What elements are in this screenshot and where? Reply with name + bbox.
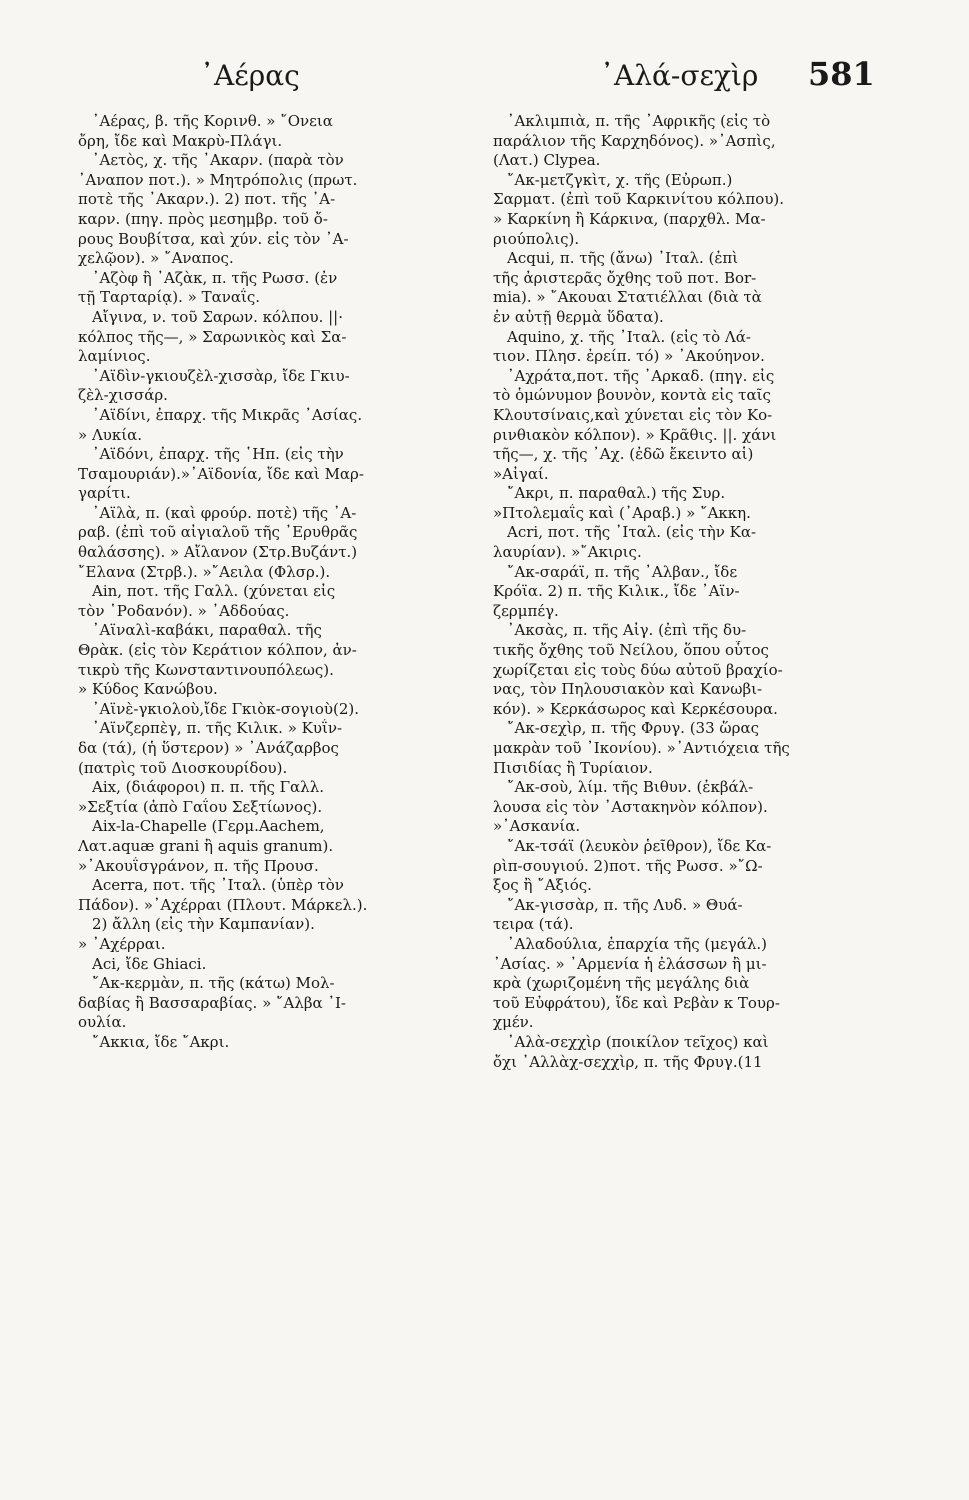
text-line: δα (τά), (ἡ ὕστερον) » ᾿Ανάζαρβος [78, 739, 339, 757]
text-line: ῎Ακ-κερμὰν, π. τῆς (κάτω) Μολ- [92, 974, 335, 993]
text-line: (πατρὶς τοῦ Διοσκουρίδου). [78, 758, 288, 777]
text-line: Aci, ἴδε Ghiaci. [92, 954, 207, 973]
text-line: ρὶπ-σουγιού. 2)ποτ. τῆς Ρωσσ. »῎Ω- [493, 856, 763, 875]
text-line: τῆς—, χ. τῆς ᾿Αχ. (ἐδῶ ἔκειντο αἱ) [493, 445, 754, 464]
text-line: ᾿Αϊδίνι, ἐπαρχ. τῆς Μικρᾶς ᾿Ασίας. [92, 405, 363, 424]
text-line: »᾿Ακουΐσγράνον, π. τῆς Προυσ. [78, 856, 319, 875]
text-line: τικρὺ τῆς Κωνσταντινουπόλεως). [78, 660, 334, 679]
text-line: mia). » ῎Ακουαι Στατιέλλαι (διὰ τὰ [493, 288, 762, 307]
text-line: ᾿Αλαδούλια, ἐπαρχία τῆς (μεγάλ.) [507, 934, 767, 953]
page-header [0, 55, 969, 105]
text-line: ὄρη, ἴδε καὶ Μακρὺ-Πλάγι. [78, 131, 283, 150]
text-line: ποτὲ τῆς ᾿Ακαρν.). 2) ποτ. τῆς ᾿Α- [78, 190, 336, 209]
text-line: ῎Ακ-σοὺ, λίμ. τῆς Βιθυν. (ἐκβάλ- [507, 778, 754, 797]
text-line: Acri, ποτ. τῆς ᾿Ιταλ. (εἰς τὴν Κα- [507, 523, 757, 542]
text-line: ᾿Αϊναλὶ-καβάκι, παραθαλ. τῆς [92, 621, 322, 640]
text-line: τὸ ὁμώνυμον βουνὸν, κοντὰ εἰς ταῖς [493, 386, 771, 405]
text-line: ᾿Ακσὰς, π. τῆς Αἰγ. (ἐπὶ τῆς δυ- [507, 621, 747, 640]
text-line: Κλουτσίναις,καὶ χύνεται εἰς τὸν Κο- [493, 405, 773, 424]
text-line: τοῦ Εὐφράτου), ἴδε καὶ Ρεβὰν κ Τουρ- [493, 993, 780, 1012]
left-column [78, 112, 473, 1053]
text-line: Aix-la-Chapelle (Γερμ.Aachem, [92, 817, 325, 836]
text-line: Ain, ποτ. τῆς Γαλλ. (χύνεται εἰς [92, 582, 336, 601]
text-line: θαλάσσης). » Αἴλανον (Στρ.Βυζάντ.) [78, 543, 358, 562]
text-line: Πισιδίας ἢ Τυρίαιον. [493, 758, 653, 777]
text-line: »᾿Ασκανία. [493, 817, 581, 836]
text-line: ῎Ακ-σεχὶρ, π. τῆς Φρυγ. (33 ὥρας [507, 719, 759, 738]
text-line: ᾿Αζὸφ ἢ ᾿Αζὰκ, π. τῆς Ρωσσ. (ἐν [92, 268, 338, 287]
text-line: λαμίνιος. [78, 347, 151, 366]
text-line: κόλπος τῆς—, » Σαρωνικὸς καὶ Σα- [78, 327, 347, 346]
text-line: τὸν ῾Ροδανόν). » ᾿Αδδούας. [78, 601, 290, 620]
text-line: Τσαμουριάν).»᾿Αϊδονία, ἴδε καὶ Μαρ- [78, 464, 364, 483]
text-line: ξος ἢ ῎Αξιός. [493, 876, 592, 895]
text-line: »Αἰγαί. [493, 464, 549, 483]
text-line: τικῆς ὄχθης τοῦ Νείλου, ὅπου οὗτος [493, 641, 769, 660]
text-line: Acerra, ποτ. τῆς ᾿Ιταλ. (ὑπὲρ τὸν [92, 876, 344, 895]
text-line: ζερμπέγ. [493, 601, 559, 620]
text-line: παράλιον τῆς Καρχηδόνος). »᾿Ασπὶς, [493, 131, 776, 150]
text-line: μακρὰν τοῦ ᾿Ικονίου). »᾿Αντιόχεια τῆς [493, 739, 790, 757]
text-line: Aix, (διάφοροι) π. π. τῆς Γαλλ. [92, 778, 324, 797]
text-line: ᾿Αϊδόνι, ἐπαρχ. τῆς ῾Ηπ. (εἰς τὴν [92, 445, 344, 464]
text-line: ᾿Αϊνζερπὲγ, π. τῆς Κιλικ. » Κυΐν- [92, 719, 343, 738]
text-line: Σαρματ. (ἐπὶ τοῦ Καρκινίτου κόλπου). [493, 190, 785, 209]
text-line: ᾿Αϊνὲ-γκιολοὺ,ἴδε Γκιὸκ-σογιοὺ(2). [92, 699, 359, 718]
text-line: 2) ἄλλη (εἰς τὴν Καμπανίαν). [92, 915, 315, 934]
text-line: τιον. Πλησ. ἐρείπ. τό) » ᾿Ακούηνον. [493, 347, 765, 366]
text-line: τῆς ἀριστερᾶς ὄχθης τοῦ ποτ. Bor- [493, 268, 757, 287]
text-line: ραβ. (ἐπὶ τοῦ αἰγιαλοῦ τῆς ᾿Ερυθρᾶς [78, 523, 358, 542]
text-line: ζὲλ-χισσάρ. [78, 386, 168, 405]
text-line: ᾿Αλὰ-σεχχὶρ (ποικίλον τεῖχος) καὶ [507, 1032, 769, 1051]
text-line: ῎Ακρι, π. παραθαλ.) τῆς Συρ. [507, 484, 726, 503]
text-line: δαβίας ἢ Βασσαραβίας. » ῎Αλβα ᾿Ι- [78, 993, 346, 1012]
text-line: ᾿Αϊλὰ, π. (καὶ φρούρ. ποτὲ) τῆς ᾿Α- [92, 503, 357, 522]
text-line: λουσα εἰς τὸν ᾿Αστακηνὸν κόλπον). [493, 797, 768, 816]
text-line: ριούπολις). [493, 229, 580, 248]
text-line: ῎Ακ-μετζγκὶτ, χ. τῆς (Εὐρωπ.) [507, 170, 733, 189]
text-line: » ᾿Αχέρραι. [78, 934, 166, 953]
text-line: χελῷον). » ῎Αναπος. [78, 249, 234, 268]
text-line: ᾿Αέρας, β. τῆς Κορινθ. » ῎Ονεια [92, 112, 333, 130]
text-line: ᾿Αϊδὶν-γκιουζὲλ-χισσὰρ, ἴδε Γκιυ- [92, 366, 350, 385]
page-number: 581 [808, 55, 875, 93]
text-line: λαυρίαν). »῎Ακιρις. [493, 543, 642, 562]
text-line: ὄχι ᾿Αλλὰχ-σεχχὶρ, π. τῆς Φρυγ.(11 [493, 1052, 763, 1071]
text-line: ῎Ακ-τσάϊ (λευκὸν ῥεῖθρον), ἴδε Κα- [507, 836, 772, 855]
text-line: ῎Ακ-σαράϊ, π. τῆς ᾿Αλβαν., ἴδε [507, 562, 738, 581]
header-left-catchword: ᾿Αέρας [200, 59, 300, 92]
text-line: Κρόϊα. 2) π. τῆς Κιλικ., ἴδε ᾿Αϊν- [493, 582, 740, 601]
text-line: νας, τὸν Πηλουσιακὸν καὶ Κανωβι- [493, 680, 763, 699]
text-line: ουλία. [78, 1013, 127, 1032]
text-line: » Λυκία. [78, 425, 143, 444]
text-line: Πάδον). »᾿Αχέρραι (Πλουτ. Μάρκελ.). [78, 895, 368, 914]
text-line: ᾿Ακλιμπιὰ, π. τῆς ᾿Αφρικῆς (εἰς τὸ [507, 112, 771, 130]
text-line: χωρίζεται εἰς τοὺς δύω αὐτοῦ βραχίο- [493, 660, 783, 679]
text-line: ρινθιακὸν κόλπον). » Κρᾶθις. ||. χάνι [493, 425, 777, 444]
text-line: ῎Ακκια, ἴδε ῎Ακρι. [92, 1032, 230, 1051]
text-line: ρους Βουβίτσα, καὶ χύν. εἰς τὸν ᾿Α- [78, 229, 349, 248]
text-line: γαρίτι. [78, 484, 131, 503]
text-line: κόν). » Κερκάσωρος καὶ Κερκέσουρα. [493, 699, 778, 718]
text-line: τειρα (τά). [493, 915, 574, 934]
right-column [493, 112, 888, 1072]
text-line: κρὰ (χωριζομένη τῆς μεγάλης διὰ [493, 974, 750, 993]
text-line: ᾿Αχράτα,ποτ. τῆς ᾿Αρκαδ. (πηγ. εἰς [507, 366, 775, 385]
header-right-catchword: ᾿Αλά-σεχὶρ [600, 59, 759, 92]
text-line: καρν. (πηγ. πρὸς μεσημβρ. τοῦ ὄ- [78, 209, 328, 228]
text-line: Θρὰκ. (εἰς τὸν Κεράτιον κόλπον, ἀν- [78, 641, 357, 660]
text-line: (Λατ.) Clypea. [493, 151, 601, 170]
text-line: ῎Ακ-γισσὰρ, π. τῆς Λυδ. » Θυά- [507, 895, 743, 914]
text-line: τῇ Ταρταρίᾳ). » Ταναΐς. [78, 288, 261, 307]
text-line: χμέν. [493, 1013, 534, 1032]
text-line: Aquino, χ. τῆς ᾿Ιταλ. (εἰς τὸ Λά- [507, 327, 751, 346]
text-line: ᾿Ασίας. » ᾿Αρμενία ἡ ἐλάσσων ἢ μι- [493, 954, 767, 973]
text-line: » Καρκίνη ἢ Κάρκινα, (παρχθλ. Μα- [493, 209, 766, 228]
text-line: ᾿Αετὸς, χ. τῆς ᾿Ακαρν. (παρὰ τὸν [92, 151, 344, 170]
text-line: ἐν αὐτῇ θερμὰ ὕδατα). [493, 307, 664, 326]
text-line: »Πτολεμαΐς καὶ (᾿Αραβ.) » ῎Ακκη. [493, 503, 751, 522]
text-line: Λατ.aquæ grani ἢ aquis granum). [78, 836, 334, 855]
text-line: ᾿Αναπον ποτ.). » Μητρόπολις (πρωτ. [78, 170, 358, 189]
text-line: ῎Ελανα (Στρβ.). »῎Αειλα (Φλσρ.). [78, 562, 331, 581]
text-line: Acqui, π. τῆς (ἄνω) ᾿Ιταλ. (ἐπὶ [507, 249, 739, 268]
text-line: » Κύδος Κανώβου. [78, 680, 218, 699]
text-line: Αἴγινα, ν. τοῦ Σαρων. κόλπου. ||· [92, 307, 343, 326]
text-line: »Σεξτία (ἀπὸ Γαΐου Σεξτίωνος). [78, 797, 323, 816]
